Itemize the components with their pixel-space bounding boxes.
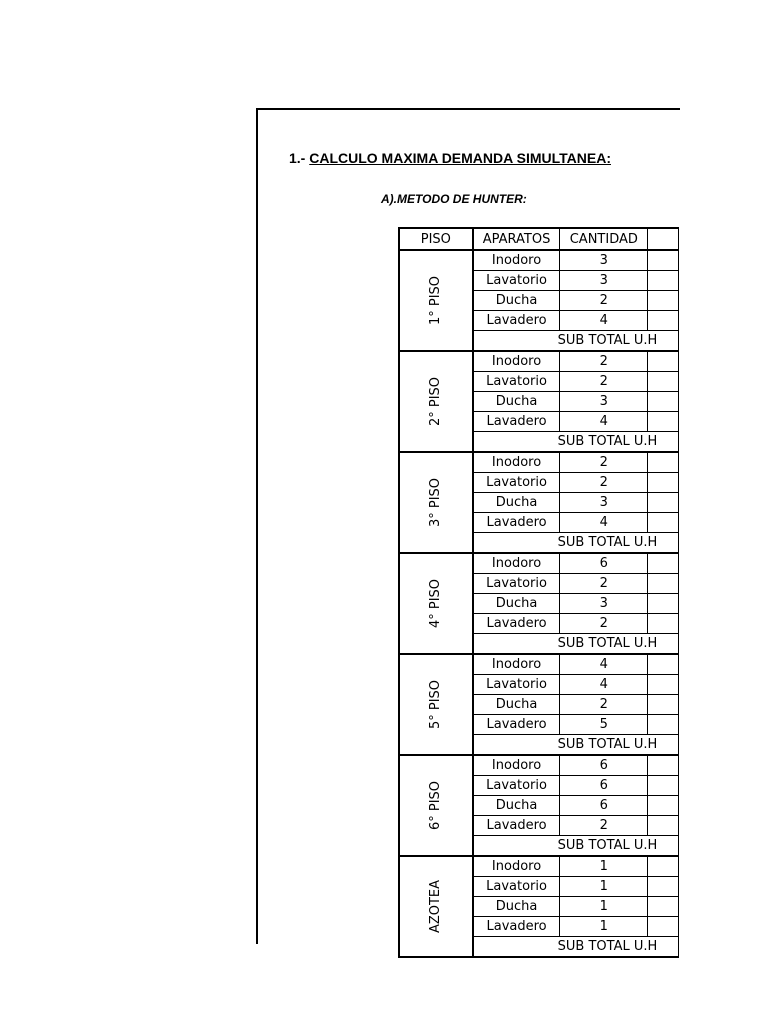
header-piso: PISO bbox=[399, 228, 473, 250]
aparato-cell: Ducha bbox=[473, 493, 560, 513]
extra-cell bbox=[648, 755, 679, 776]
aparato-cell: Lavadero bbox=[473, 513, 560, 533]
aparato-cell: Lavadero bbox=[473, 614, 560, 634]
table-row bbox=[399, 351, 679, 372]
cantidad-cell: 6 bbox=[560, 553, 648, 574]
cantidad-cell: 2 bbox=[560, 614, 648, 634]
cantidad-cell: 3 bbox=[560, 392, 648, 412]
cantidad-cell: 4 bbox=[560, 675, 648, 695]
aparato-cell: Ducha bbox=[473, 796, 560, 816]
aparato-cell: Inodoro bbox=[473, 351, 560, 372]
cantidad-cell: 3 bbox=[560, 493, 648, 513]
page-border-top bbox=[256, 108, 680, 110]
extra-cell bbox=[648, 250, 679, 271]
extra-cell bbox=[648, 291, 679, 311]
floor-label: 3° PISO bbox=[428, 477, 444, 528]
floor-label-cell bbox=[399, 452, 473, 553]
aparato-cell: Lavatorio bbox=[473, 271, 560, 291]
cantidad-cell: 2 bbox=[560, 816, 648, 836]
aparato-cell: Inodoro bbox=[473, 755, 560, 776]
cantidad-cell: 2 bbox=[560, 291, 648, 311]
extra-cell bbox=[648, 675, 679, 695]
extra-cell bbox=[648, 614, 679, 634]
floor-label-cell bbox=[399, 553, 473, 654]
floor-label-cell bbox=[399, 856, 473, 957]
cantidad-cell: 1 bbox=[560, 917, 648, 937]
floor-label: 5° PISO bbox=[428, 679, 444, 730]
extra-cell bbox=[648, 311, 679, 331]
extra-cell bbox=[648, 493, 679, 513]
cantidad-cell: 2 bbox=[560, 351, 648, 372]
floor-label: 2° PISO bbox=[428, 376, 444, 427]
aparato-cell: Lavatorio bbox=[473, 776, 560, 796]
aparato-cell: Inodoro bbox=[473, 250, 560, 271]
cantidad-cell: 2 bbox=[560, 695, 648, 715]
extra-cell bbox=[648, 351, 679, 372]
floor-label-cell bbox=[399, 755, 473, 856]
table-row bbox=[399, 452, 679, 473]
extra-cell bbox=[648, 452, 679, 473]
extra-cell bbox=[648, 897, 679, 917]
extra-cell bbox=[648, 856, 679, 877]
section-title: CALCULO MAXIMA DEMANDA SIMULTANEA: bbox=[309, 150, 611, 166]
cantidad-cell: 2 bbox=[560, 452, 648, 473]
subtotal-label: SUB TOTAL U.H bbox=[473, 331, 679, 352]
cantidad-cell: 3 bbox=[560, 271, 648, 291]
cantidad-cell: 3 bbox=[560, 250, 648, 271]
aparato-cell: Ducha bbox=[473, 897, 560, 917]
cantidad-cell: 3 bbox=[560, 594, 648, 614]
floor-label: AZOTEA bbox=[428, 879, 444, 934]
aparato-cell: Lavatorio bbox=[473, 675, 560, 695]
floor-label-cell bbox=[399, 654, 473, 755]
section-heading bbox=[289, 150, 611, 166]
aparato-cell: Ducha bbox=[473, 594, 560, 614]
table-row bbox=[399, 755, 679, 776]
cantidad-cell: 1 bbox=[560, 897, 648, 917]
table-row bbox=[399, 553, 679, 574]
aparato-cell: Ducha bbox=[473, 695, 560, 715]
extra-cell bbox=[648, 654, 679, 675]
hunter-table-container bbox=[398, 227, 679, 954]
floor-label: 6° PISO bbox=[428, 780, 444, 831]
cantidad-cell: 6 bbox=[560, 796, 648, 816]
cantidad-cell: 4 bbox=[560, 513, 648, 533]
cantidad-cell: 1 bbox=[560, 856, 648, 877]
extra-cell bbox=[648, 473, 679, 493]
table-header-row bbox=[399, 228, 679, 250]
aparato-cell: Lavadero bbox=[473, 816, 560, 836]
floor-label-cell bbox=[399, 351, 473, 452]
cantidad-cell: 1 bbox=[560, 877, 648, 897]
table-row bbox=[399, 654, 679, 675]
subtotal-label: SUB TOTAL U.H bbox=[473, 634, 679, 655]
subtotal-label: SUB TOTAL U.H bbox=[473, 937, 679, 958]
subtotal-label: SUB TOTAL U.H bbox=[473, 735, 679, 756]
cantidad-cell: 4 bbox=[560, 654, 648, 675]
header-cantidad: CANTIDAD bbox=[560, 228, 648, 250]
cantidad-cell: 2 bbox=[560, 372, 648, 392]
aparato-cell: Lavadero bbox=[473, 412, 560, 432]
extra-cell bbox=[648, 715, 679, 735]
aparato-cell: Inodoro bbox=[473, 452, 560, 473]
floor-label-cell bbox=[399, 250, 473, 351]
table-body bbox=[399, 250, 679, 957]
extra-cell bbox=[648, 877, 679, 897]
header-extra bbox=[648, 228, 679, 250]
aparato-cell: Ducha bbox=[473, 291, 560, 311]
aparato-cell: Ducha bbox=[473, 392, 560, 412]
cantidad-cell: 4 bbox=[560, 311, 648, 331]
table-row bbox=[399, 250, 679, 271]
cantidad-cell: 4 bbox=[560, 412, 648, 432]
aparato-cell: Lavatorio bbox=[473, 877, 560, 897]
hunter-table bbox=[398, 227, 679, 958]
extra-cell bbox=[648, 796, 679, 816]
extra-cell bbox=[648, 513, 679, 533]
extra-cell bbox=[648, 816, 679, 836]
extra-cell bbox=[648, 372, 679, 392]
cantidad-cell: 2 bbox=[560, 574, 648, 594]
extra-cell bbox=[648, 574, 679, 594]
aparato-cell: Lavatorio bbox=[473, 574, 560, 594]
aparato-cell: Inodoro bbox=[473, 856, 560, 877]
aparato-cell: Lavadero bbox=[473, 715, 560, 735]
aparato-cell: Lavatorio bbox=[473, 372, 560, 392]
floor-label: 1° PISO bbox=[428, 275, 444, 326]
cantidad-cell: 2 bbox=[560, 473, 648, 493]
extra-cell bbox=[648, 695, 679, 715]
aparato-cell: Inodoro bbox=[473, 553, 560, 574]
subtotal-label: SUB TOTAL U.H bbox=[473, 432, 679, 453]
section-number: 1.- bbox=[289, 150, 306, 166]
floor-label: 4° PISO bbox=[428, 578, 444, 629]
extra-cell bbox=[648, 271, 679, 291]
aparato-cell: Lavatorio bbox=[473, 473, 560, 493]
cantidad-cell: 5 bbox=[560, 715, 648, 735]
extra-cell bbox=[648, 917, 679, 937]
extra-cell bbox=[648, 553, 679, 574]
subtotal-label: SUB TOTAL U.H bbox=[473, 836, 679, 857]
extra-cell bbox=[648, 594, 679, 614]
subtotal-label: SUB TOTAL U.H bbox=[473, 533, 679, 554]
table-row bbox=[399, 856, 679, 877]
method-subheading: A).METODO DE HUNTER: bbox=[381, 192, 527, 206]
extra-cell bbox=[648, 392, 679, 412]
extra-cell bbox=[648, 412, 679, 432]
page-border-left bbox=[256, 108, 258, 944]
aparato-cell: Lavadero bbox=[473, 311, 560, 331]
header-aparatos: APARATOS bbox=[473, 228, 560, 250]
extra-cell bbox=[648, 776, 679, 796]
aparato-cell: Lavadero bbox=[473, 917, 560, 937]
cantidad-cell: 6 bbox=[560, 755, 648, 776]
aparato-cell: Inodoro bbox=[473, 654, 560, 675]
cantidad-cell: 6 bbox=[560, 776, 648, 796]
